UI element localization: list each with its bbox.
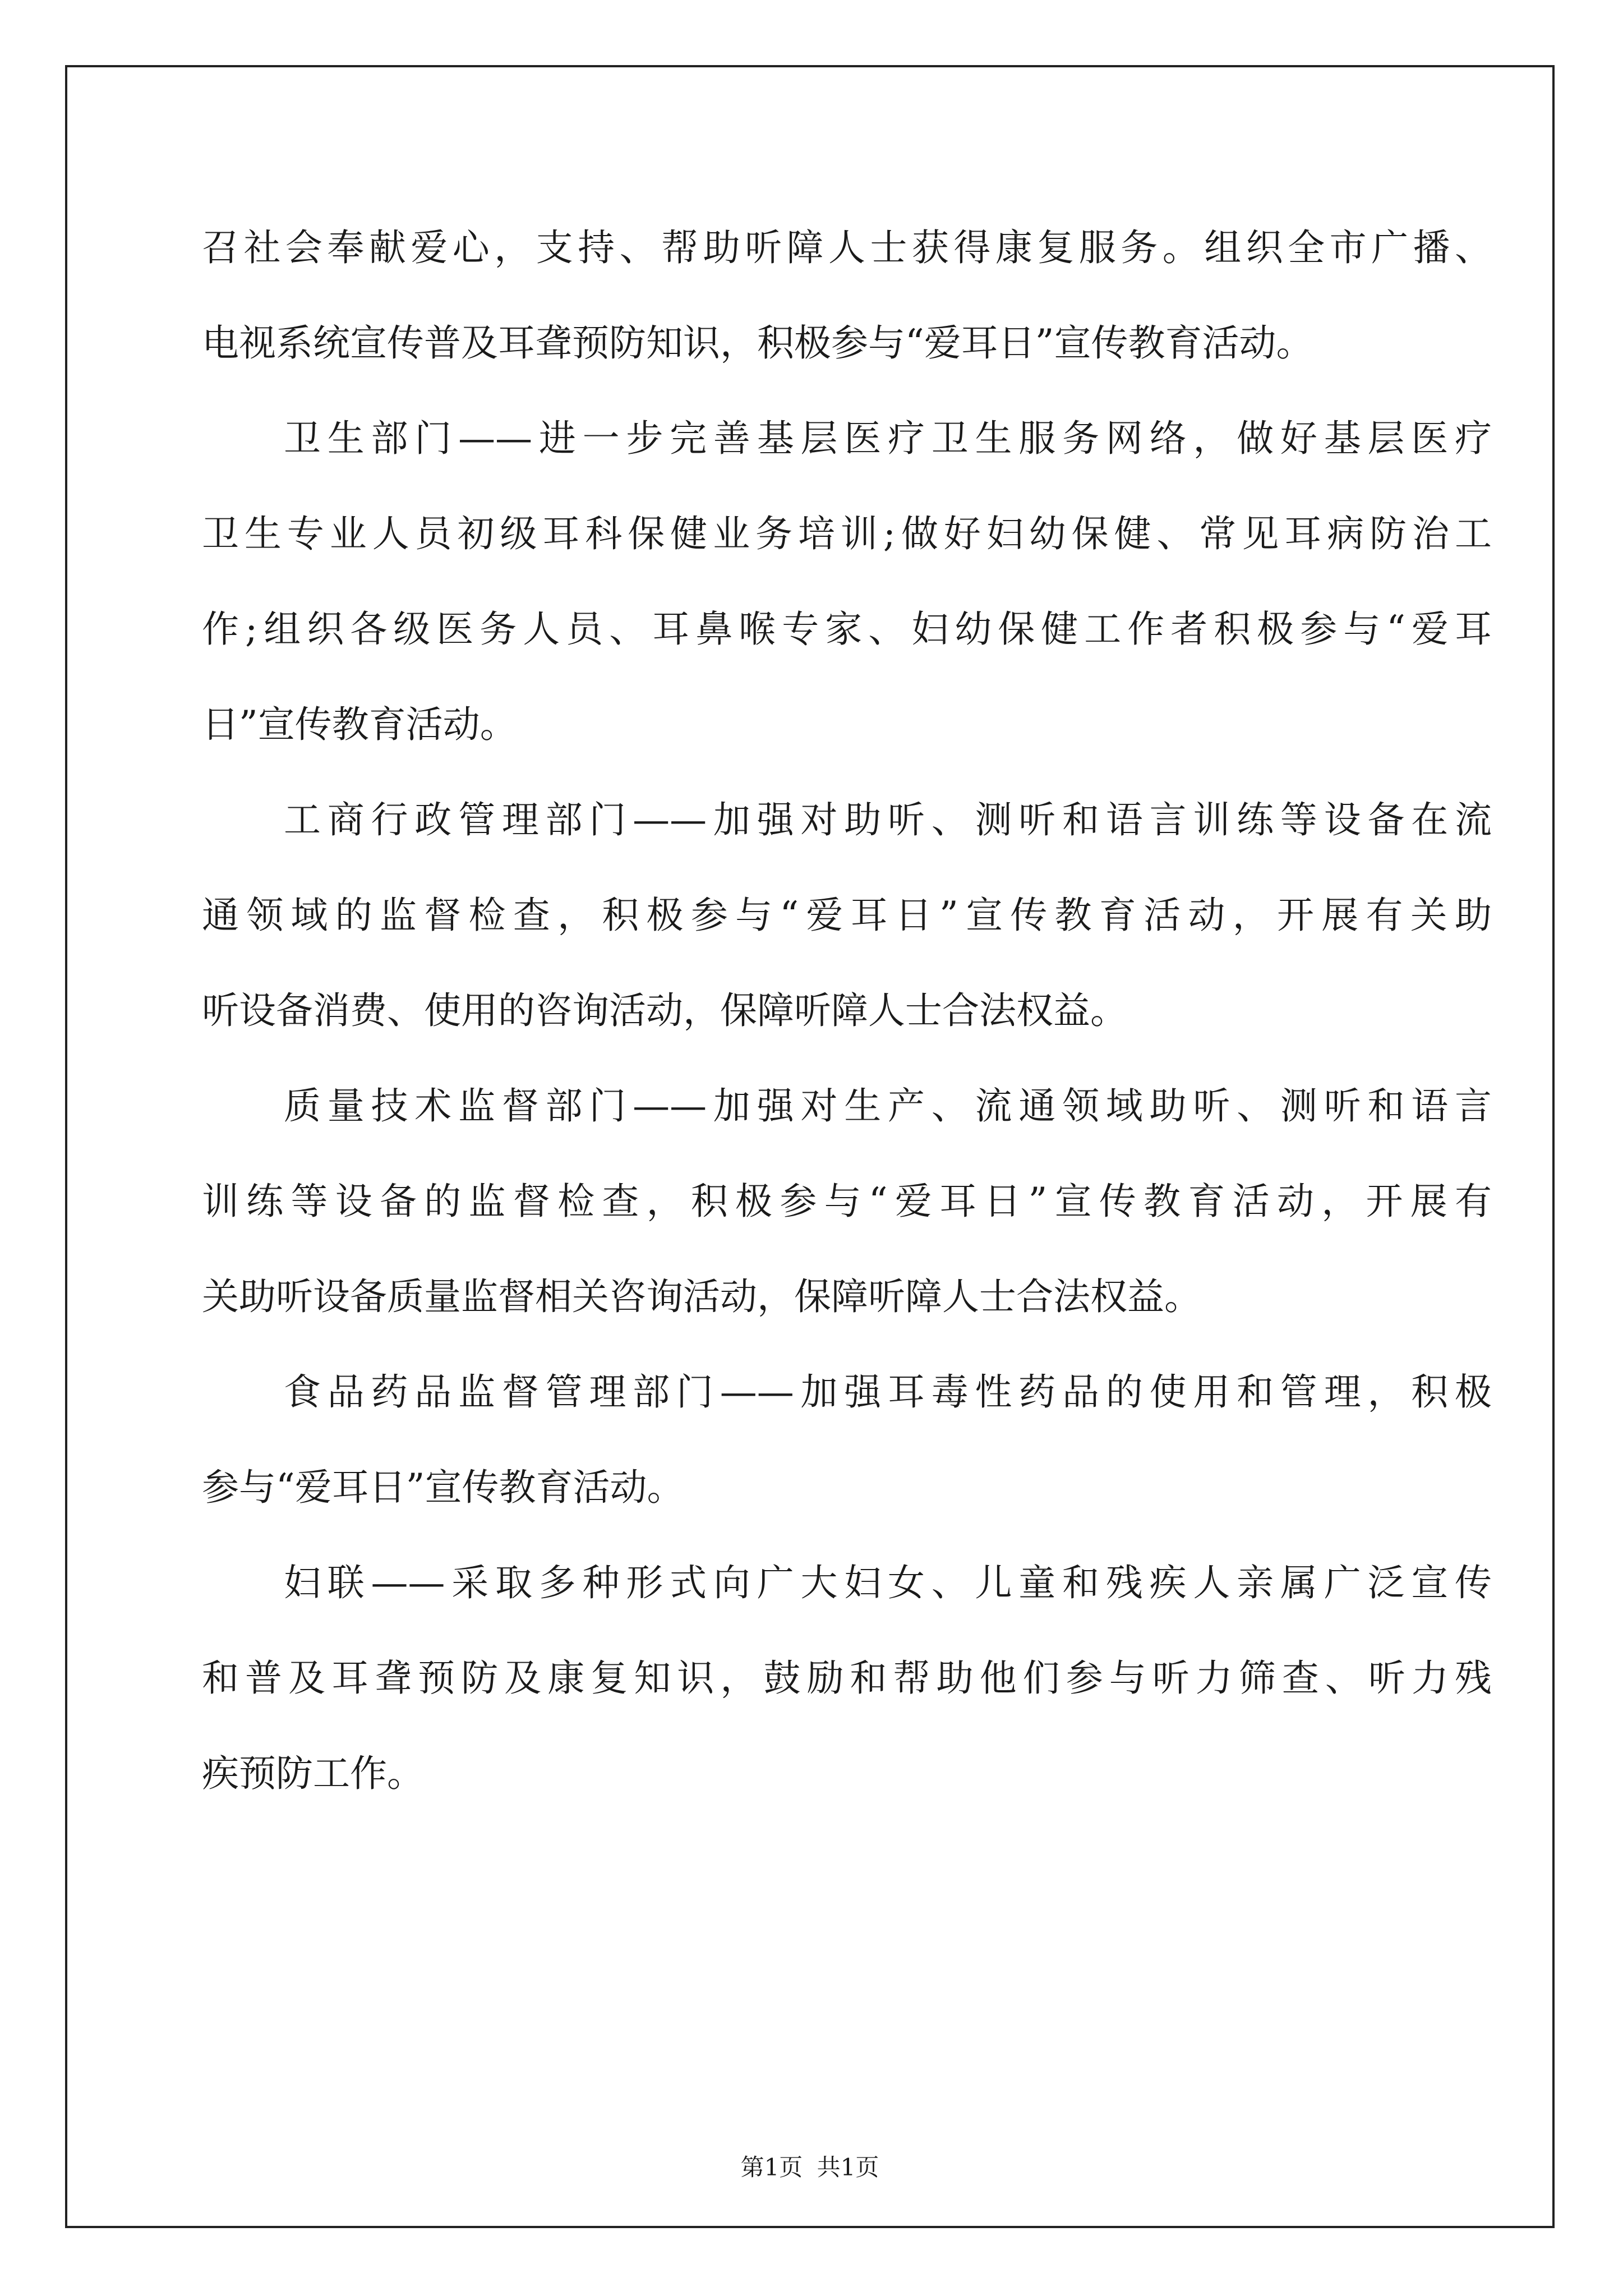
paragraph-5-line-1: 食品药品监督管理部门——加强耳毒性药品的使用和管理，积极 [284, 1370, 1492, 1414]
paragraph-2-line-3: 作;组织各级医务人员、耳鼻喉专家、妇幼保健工作者积极参与“爱耳 [202, 608, 1492, 651]
paragraph-2-line-4: 日”宣传教育活动。 [202, 703, 517, 746]
page-footer [67, 2153, 1552, 2182]
paragraph-3-line-3: 听设备消费、使用的咨询活动，保障听障人士合法权益。 [202, 989, 1127, 1032]
paragraph-3-line-1: 工商行政管理部门——加强对助听、测听和语言训练等设备在流 [284, 798, 1492, 841]
page-border [65, 65, 1555, 2228]
paragraph-4-line-3: 关助听设备质量监督相关咨询活动，保障听障人士合法权益。 [202, 1275, 1201, 1318]
paragraph-2-line-1: 卫生部门——进一步完善基层医疗卫生服务网络，做好基层医疗 [284, 417, 1492, 460]
document-body [67, 67, 1552, 2226]
paragraph-2-line-2: 卫生专业人员初级耳科保健业务培训;做好妇幼保健、常见耳病防治工 [202, 512, 1492, 555]
paragraph-5-line-2: 参与“爱耳日”宣传教育活动。 [202, 1466, 684, 1509]
paragraph-4-line-1: 质量技术监督部门——加强对生产、流通领域助听、测听和语言 [284, 1084, 1492, 1128]
paragraph-1-line-1: 召社会奉献爱心，支持、帮助听障人士获得康复服务。组织全市广播、 [202, 226, 1492, 269]
paragraph-4-line-2: 训练等设备的监督检查，积极参与“爱耳日”宣传教育活动，开展有 [202, 1180, 1492, 1223]
paragraph-1-line-2: 电视系统宣传普及耳聋预防知识，积极参与“爱耳日”宣传教育活动。 [202, 321, 1313, 365]
paragraph-6-line-1: 妇联——采取多种形式向广大妇女、儿童和残疾人亲属广泛宣传 [284, 1561, 1492, 1604]
page-number-current: 第1页 [740, 2154, 803, 2181]
page-number-total: 共1页 [817, 2154, 879, 2181]
paragraph-6-line-3: 疾预防工作。 [202, 1752, 424, 1795]
paragraph-6-line-2: 和普及耳聋预防及康复知识，鼓励和帮助他们参与听力筛查、听力残 [202, 1657, 1492, 1700]
paragraph-3-line-2: 通领域的监督检查，积极参与“爱耳日”宣传教育活动，开展有关助 [202, 894, 1492, 937]
